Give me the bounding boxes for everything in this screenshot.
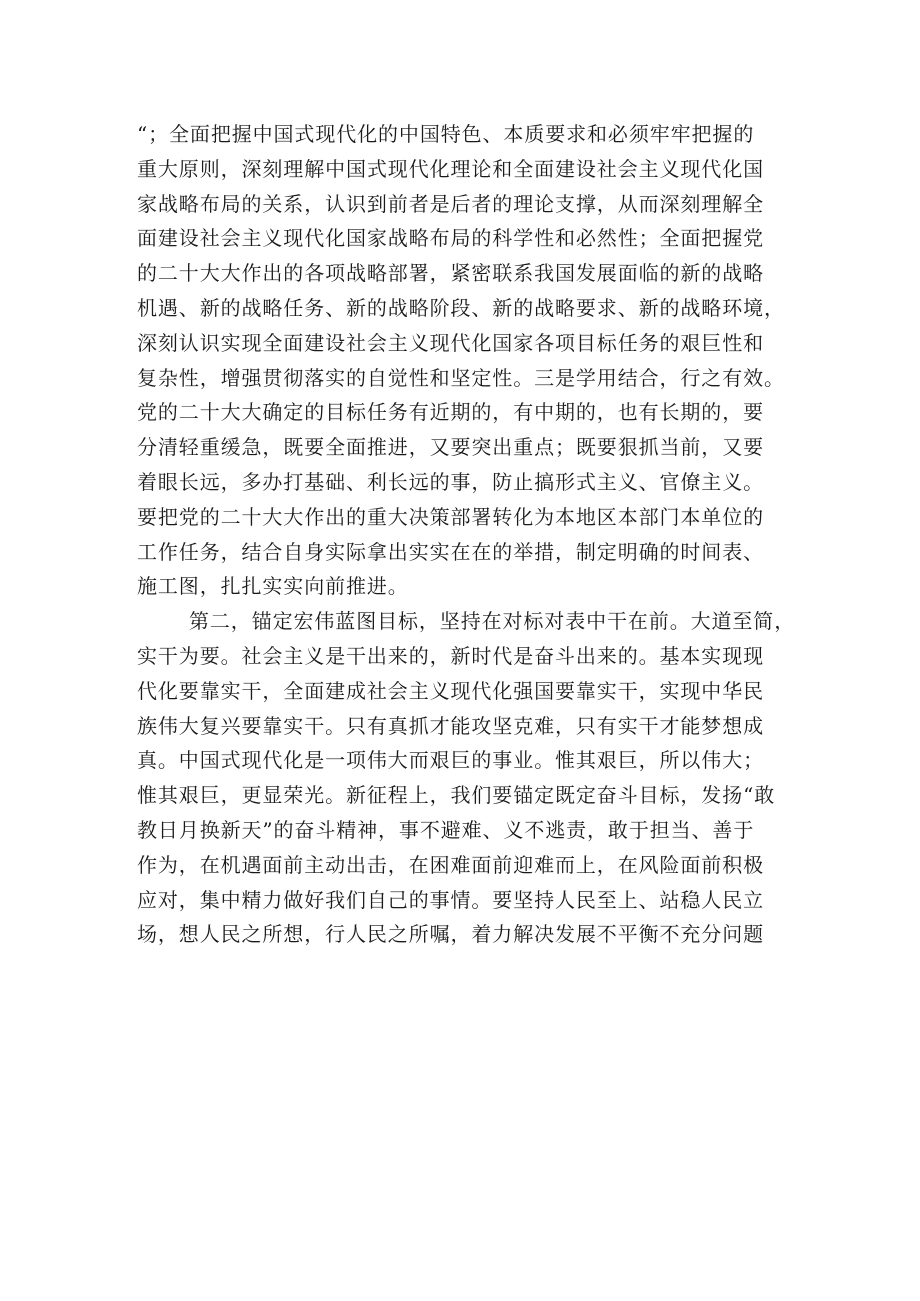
text-line: 党的二十大大确定的目标任务有近期的，有中期的，也有长期的，要 — [137, 400, 764, 425]
text-line: “；全面把握中国式现代化的中国特色、本质要求和必须牢牢把握的 — [137, 122, 755, 146]
text-line: 真。中国式现代化是一项伟大而艰巨的事业。惟其艰巨，所以伟大； — [137, 748, 764, 773]
text-line: 面建设社会主义现代化国家战略布局的科学性和必然性；全面把握党 — [137, 226, 764, 251]
paragraph-2 — [137, 604, 797, 952]
text-line: 要把党的二十大大作出的重大决策部署转化为本地区本部门本单位的 — [137, 504, 764, 529]
text-line: 分清轻重缓急，既要全面推进，又要突出重点；既要狠抓当前，又要 — [137, 435, 764, 460]
text-line: 复杂性，增强贯彻落实的自觉性和坚定性。三是学用结合，行之有效。 — [137, 365, 785, 390]
text-line: 家战略布局的关系，认识到前者是后者的理论支撑，从而深刻理解全 — [137, 191, 764, 216]
text-line: 场，想人民之所想，行人民之所嘱，着力解决发展不平衡不充分问题 — [137, 922, 764, 947]
document-body — [137, 117, 797, 952]
text-line: 工作任务，结合自身实际拿出实实在在的举措，制定明确的时间表、 — [137, 539, 764, 564]
text-line: 深刻认识实现全面建设社会主义现代化国家各项目标任务的艰巨性和 — [137, 330, 764, 355]
text-line: 重大原则，深刻理解中国式现代化理论和全面建设社会主义现代化国 — [137, 156, 764, 181]
text-line: 族伟大复兴要靠实干。只有真抓才能攻坚克难，只有实干才能梦想成 — [137, 713, 764, 738]
text-line: 第二，锚定宏伟蓝图目标，坚持在对标对表中干在前。大道至简， — [189, 609, 796, 634]
text-line: 代化要靠实干，全面建成社会主义现代化强国要靠实干，实现中华民 — [137, 678, 764, 703]
text-line: 实干为要。社会主义是干出来的，新时代是奋斗出来的。基本实现现 — [137, 643, 764, 668]
text-line: 施工图，扎扎实实向前推进。 — [137, 574, 409, 599]
text-line: 作为，在机遇面前主动出击，在困难面前迎难而上，在风险面前积极 — [137, 852, 764, 877]
text-line: 应对，集中精力做好我们自己的事情。要坚持人民至上、站稳人民立 — [137, 887, 764, 912]
paragraph-1 — [137, 117, 797, 604]
text-line: 机遇、新的战略任务、新的战略阶段、新的战略要求、新的战略环境， — [137, 295, 785, 320]
text-line: 着眼长远，多办打基础、利长远的事，防止搞形式主义、官僚主义。 — [137, 469, 764, 494]
text-line: 教日月换新天”的奋斗精神，事不避难、义不逃责，敢于担当、善于 — [137, 817, 755, 842]
text-line: 惟其艰巨，更显荣光。新征程上，我们要锚定既定奋斗目标，发扬“敢 — [137, 783, 776, 808]
text-line: 的二十大大作出的各项战略部署，紧密联系我国发展面临的新的战略 — [137, 261, 764, 286]
